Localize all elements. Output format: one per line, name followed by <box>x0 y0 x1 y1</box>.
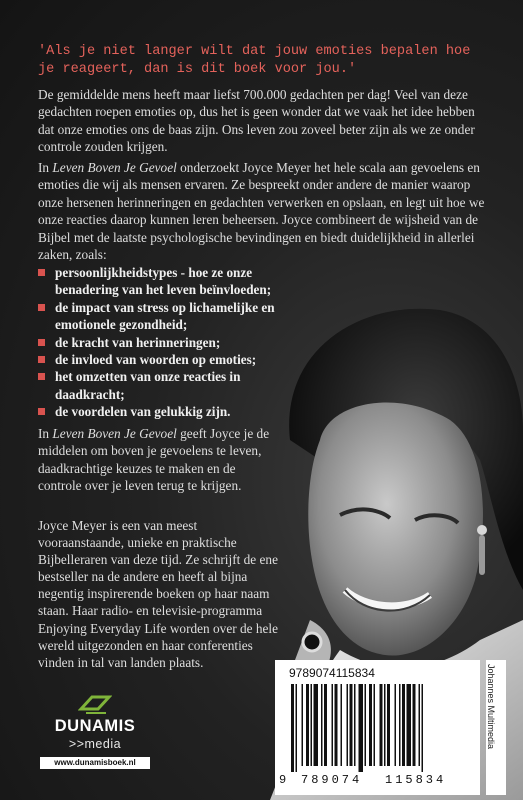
list-item: het omzetten van onze reacties in daadkracht; <box>38 368 288 403</box>
isbn-digits-right: 115834 <box>385 773 447 787</box>
list-item: de impact van stress op lichamelijke en emotionele gezondheid; <box>38 299 288 334</box>
description-prefix: In <box>38 160 50 175</box>
bullet-square-icon <box>38 408 45 415</box>
author-bio: Joyce Meyer is een van meest vooraanstaande, unieke en praktische Bijbelleraren van deze tijd. Ze schrijft de ene bestseller na de andere en heeft al bijna negentig inspirerende boeken op haar naam staan. Haar radio- en televisie-programma Enjoying Everyday Life worden over de hele wereld uitgezonden en haar conferenties vinden in tal van landen plaats. <box>38 518 278 670</box>
vendor-sticker <box>486 660 506 795</box>
isbn-digit-first: 9 <box>279 773 287 787</box>
list-item: de invloed van woorden op emoties; <box>38 351 288 368</box>
description-text: onderzoekt Joyce Meyer het hele scala aan gevoelens en emoties die wij als mensen ervaren. Ze bespreekt onder andere de manier waarop onze hersenen herinneringen en gedachten verwerken en opslaan, en legt uit hoe we onze reacties daarop kunnen leren beheersen. Joyce combineert de wijsheid van de Bijbel met de laatste psychologische bevindingen en biedt duidelijkheid in allerlei zaken, zoals: <box>38 160 485 263</box>
bullet-square-icon <box>38 304 45 311</box>
bullet-square-icon <box>38 339 45 346</box>
publisher-url: www.dunamisboek.nl <box>40 757 150 769</box>
description-paragraph <box>38 159 490 263</box>
dunamis-logo-icon <box>78 693 112 715</box>
closing-book-title: Leven Boven Je Gevoel <box>52 426 177 441</box>
publisher-subtitle: >>media <box>68 737 122 751</box>
bullet-square-icon <box>38 373 45 380</box>
bullet-square-icon <box>38 269 45 276</box>
intro-paragraph: De gemiddelde mens heeft maar liefst 700.000 gedachten per dag! Veel van deze gedachten roepen emoties op, dus het is geen wonder dat we vaak het idee hebben dat onze emoties ons de baas zijn. Ons leven zou zoveel beter zijn als we ze onder controle zouden krijgen. <box>38 87 475 155</box>
closing-prefix: In <box>38 426 50 441</box>
closing-paragraph <box>38 425 278 495</box>
vendor-label: Johannes Multimedia <box>486 664 496 750</box>
isbn-barcode <box>275 660 480 795</box>
isbn-number: 9789074115834 <box>289 666 375 680</box>
description-book-title: Leven Boven Je Gevoel <box>52 160 177 175</box>
cover-quote: 'Als je niet langer wilt dat jouw emoties bepalen hoe je reageert, dan is dit boek voor jou.' <box>38 44 471 77</box>
isbn-digits-left: 789074 <box>301 773 363 787</box>
list-item: persoonlijkheidstypes - hoe ze onze benadering van het leven beïnvloeden; <box>38 264 288 299</box>
bullet-square-icon <box>38 356 45 363</box>
list-item: de voordelen van gelukkig zijn. <box>38 403 288 420</box>
list-item: de kracht van herinneringen; <box>38 334 288 351</box>
publisher-name: DUNAMIS <box>54 717 136 735</box>
barcode-bars-icon <box>291 684 465 772</box>
publisher-logo <box>40 693 150 773</box>
closing-text: geeft Joyce je de middelen om boven je gevoelens te leven, daadkrachtige keuzes te maken en de controle over je leven terug te krijgen. <box>38 426 270 494</box>
